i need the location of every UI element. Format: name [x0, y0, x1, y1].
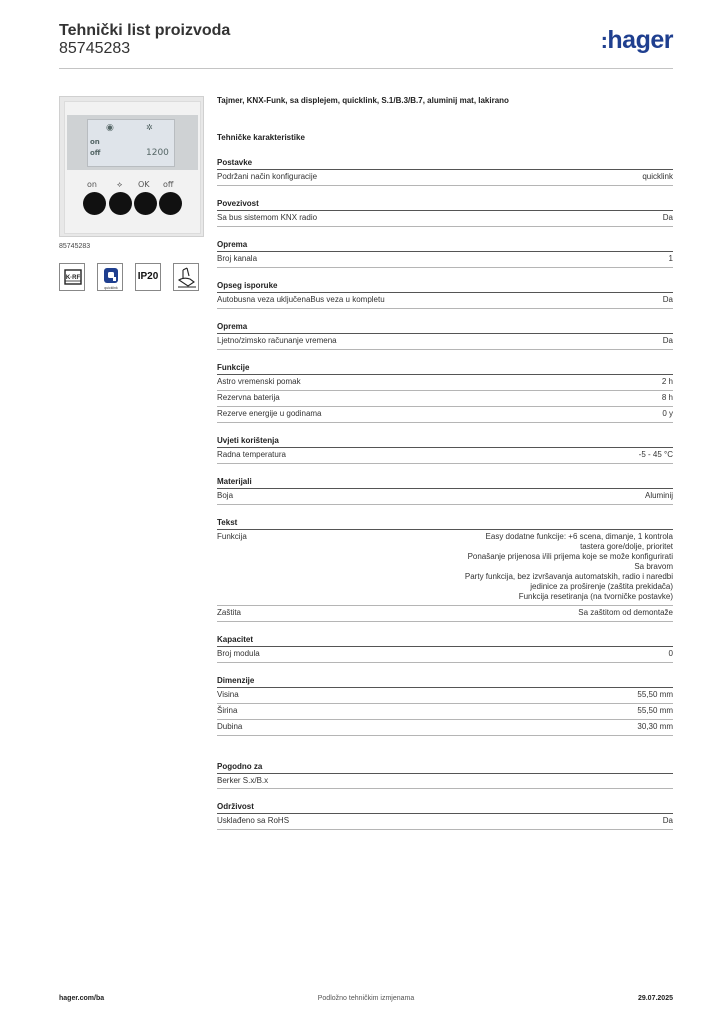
spec-row-value — [662, 393, 673, 403]
spec-row-value — [639, 450, 673, 460]
spec-row-label: Autobusna veza uključenaBus veza u kompletu — [217, 295, 385, 304]
spec-row — [217, 391, 673, 407]
spec-row — [217, 530, 673, 606]
spec-group-title: Dimenzije — [217, 676, 673, 688]
knx-rf-icon — [59, 263, 85, 291]
spec-row — [217, 293, 673, 309]
spec-value-line: 1 — [668, 254, 673, 263]
clock-icon: ◉ — [106, 123, 114, 133]
spec-value-line: Sa zaštitom od demontaže — [578, 608, 673, 617]
spec-group — [217, 199, 673, 227]
spec-row-label: Širina — [217, 706, 238, 715]
spec-row — [217, 688, 673, 704]
spec-row-label: Visina — [217, 690, 239, 699]
spec-group — [217, 802, 673, 830]
ip20-icon: IP20 — [135, 263, 161, 291]
spec-value-line: Party funkcija, bez izvršavanja automatskih, radio i naredbi — [464, 572, 673, 581]
footer-date: 29.07.2025 — [637, 995, 673, 1002]
spec-value-line: 2 h — [661, 377, 673, 386]
spec-row-value — [663, 336, 673, 346]
device-button-on — [83, 192, 106, 215]
spec-group — [217, 240, 673, 268]
hand-install-icon — [173, 263, 199, 291]
device-display: ◉ ✲ on off 1200 — [87, 119, 175, 167]
spec-group-title: Opseg isporuke — [217, 281, 673, 293]
spec-row-label: Funkcija — [217, 532, 247, 541]
spec-group — [217, 635, 673, 663]
spec-row-label: Ljetno/zimsko računanje vremena — [217, 336, 337, 345]
spec-group — [217, 518, 673, 622]
product-title: Tajmer, KNX-Funk, sa displejem, quicklink, S.1/B.3/B.7, aluminij mat, lakirano — [217, 96, 509, 105]
spec-row-label: Sa bus sistemom KNX radio — [217, 213, 318, 222]
device-illustration: ◉ ✲ on off 1200 on ⟡ OK off — [64, 101, 201, 234]
spec-value-line: quicklink — [642, 172, 673, 181]
spec-value-line: Da — [662, 336, 673, 345]
spec-row — [217, 170, 673, 186]
spec-group — [217, 436, 673, 464]
spec-value-line: 55,50 mm — [637, 706, 673, 715]
spec-row-value — [642, 172, 673, 182]
spec-group — [217, 363, 673, 423]
spec-row-value — [669, 254, 673, 264]
spec-row — [217, 489, 673, 505]
spec-row — [217, 375, 673, 391]
spec-group-title: Materijali — [217, 477, 673, 489]
hager-logo: :hager — [600, 26, 673, 54]
spec-group — [217, 158, 673, 186]
spec-value-line: Easy dodatne funkcije: +6 scena, dimanje, 1 kontrola — [485, 532, 673, 541]
spec-row — [217, 407, 673, 423]
page-header — [59, 22, 673, 70]
spec-group — [217, 322, 673, 350]
spec-value-line: Da — [662, 816, 673, 825]
spec-row-value — [578, 608, 673, 618]
spec-value-line: Da — [662, 213, 673, 222]
spec-section-title: Tehničke karakteristike — [217, 133, 305, 142]
spec-row-label: Usklađeno sa RoHS — [217, 816, 290, 825]
spec-row-value — [663, 213, 673, 223]
spec-value-line: Sa bravom — [634, 562, 673, 571]
spec-row-value — [662, 409, 673, 419]
spec-value-line: Aluminij — [644, 491, 673, 500]
spec-row-label: Boja — [217, 491, 234, 500]
quicklink-icon — [97, 263, 123, 291]
spec-value-line: 55,50 mm — [637, 690, 673, 699]
spec-group — [217, 676, 673, 736]
spec-row — [217, 606, 673, 622]
spec-group-title: Pogodno za — [217, 762, 673, 774]
spec-value-line: tastera gore/dolje, prioritet — [580, 542, 673, 551]
spec-value-line: 30,30 mm — [637, 722, 673, 731]
spec-group-title: Povezivost — [217, 199, 673, 211]
device-button-sun — [109, 192, 132, 215]
spec-row-value — [645, 491, 673, 501]
spec-group — [217, 477, 673, 505]
spec-row — [217, 211, 673, 227]
product-code-label: 85745283 — [59, 243, 91, 250]
spec-area — [217, 96, 673, 830]
spec-row-label: Broj kanala — [217, 254, 258, 263]
spec-row-value — [637, 722, 673, 732]
spec-group-title: Funkcije — [217, 363, 673, 375]
spec-row — [217, 448, 673, 464]
spec-groups — [217, 158, 673, 830]
spec-row-value — [465, 532, 673, 602]
spec-row-value — [637, 690, 673, 700]
spec-group-title: Postavke — [217, 158, 673, 170]
spec-row-label: Berker S.x/B.x — [217, 776, 269, 785]
spec-group-title: Tekst — [217, 518, 673, 530]
spec-row — [217, 334, 673, 350]
sun-icon: ✲ — [146, 123, 153, 132]
spec-group-title: Kapacitet — [217, 635, 673, 647]
spec-value-line: 8 h — [661, 393, 673, 402]
spec-row — [217, 814, 673, 830]
spec-row-label: Radna temperatura — [217, 450, 286, 459]
spec-row — [217, 720, 673, 736]
spec-row-label: Podržani način konfiguracije — [217, 172, 318, 181]
spec-row — [217, 774, 673, 789]
device-button-ok — [134, 192, 157, 215]
device-button-off — [159, 192, 182, 215]
footer-website: hager.com/ba — [59, 995, 105, 1002]
header-divider — [59, 68, 673, 69]
page-title: Tehnički list proizvoda — [59, 22, 231, 39]
spec-value-line: 0 y — [662, 409, 673, 418]
spec-group-title: Održivost — [217, 802, 673, 814]
product-number: 85745283 — [59, 40, 131, 57]
spec-row — [217, 252, 673, 268]
spec-value-line: -5 - 45 °C — [638, 450, 673, 459]
spec-group-title: Oprema — [217, 322, 673, 334]
spec-row — [217, 704, 673, 720]
spec-row-label: Dubina — [217, 722, 243, 731]
spec-group — [217, 281, 673, 309]
spec-row-label: Rezerve energije u godinama — [217, 409, 322, 418]
spec-row-label: Broj modula — [217, 649, 260, 658]
spec-row-value — [637, 706, 673, 716]
spec-group-title: Oprema — [217, 240, 673, 252]
spec-value-line: 0 — [668, 649, 673, 658]
spec-group — [217, 762, 673, 789]
svg-text:K·RF: K·RF — [65, 275, 81, 281]
spec-group-title: Uvjeti korištenja — [217, 436, 673, 448]
spec-value-line: jedinice za proširenje (zaštita prekidača) — [530, 582, 673, 591]
spec-row-value — [663, 816, 673, 826]
spec-row-value — [662, 377, 673, 387]
footer-disclaimer: Podložno tehničkim izmjenama — [317, 995, 415, 1002]
spec-row-label: Zaštita — [217, 608, 242, 617]
page-footer — [59, 995, 673, 1007]
product-image — [59, 96, 204, 237]
spec-row-value — [669, 649, 673, 659]
spec-row — [217, 647, 673, 663]
spec-value-line: Ponašanje prijenosa i/ili prijema koje se može konfigurirati — [467, 552, 673, 561]
spec-value-line: Da — [662, 295, 673, 304]
spec-row-label: Rezervna baterija — [217, 393, 280, 402]
spec-row-value — [663, 295, 673, 305]
svg-text:quicklink: quicklink — [104, 286, 118, 290]
spec-value-line: Funkcija resetiranja (na tvorničke postavke) — [518, 592, 673, 601]
spec-row-label: Astro vremenski pomak — [217, 377, 301, 386]
